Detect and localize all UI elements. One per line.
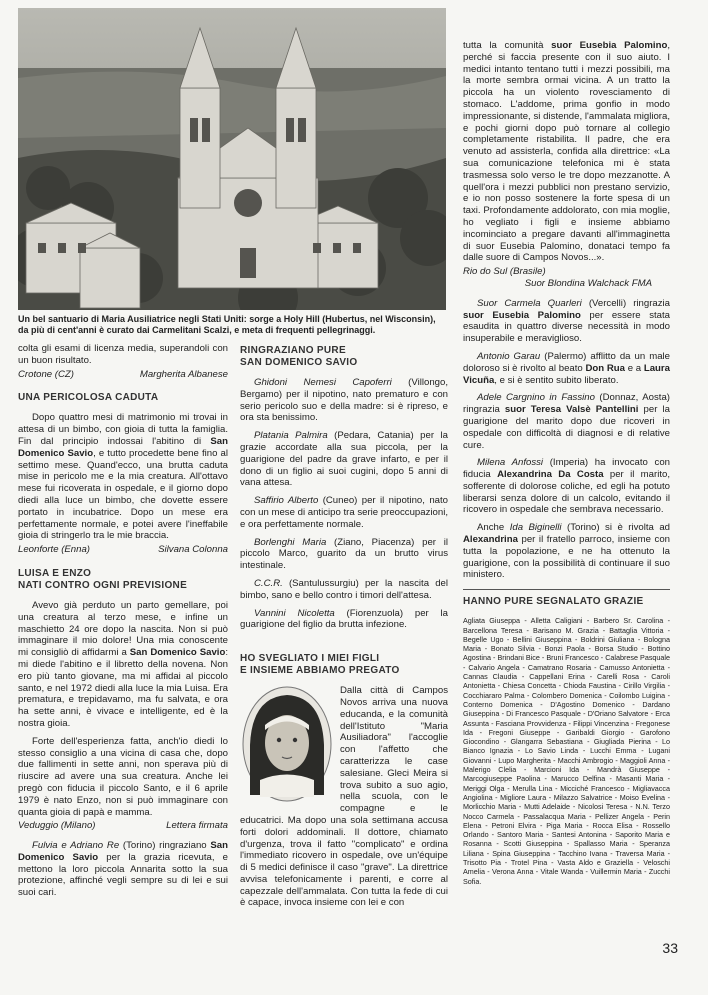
text-segment: per il marito, sofferente di dolorose coliche, ed egli ha potuto liberarsi senza dolore di un calcolo, evitando il ricovero in ospedale che sembrava necessario.	[463, 469, 670, 516]
names-list: Agliata Giuseppa - Alletta Caligiani - Barbero Sr. Carolina - Barcellona Teresa - Barisano M. Grazia - Battaglia Vittoria - Begelle Ugo - Bellini Giuseppina - Boldrini Giuliana - Bologna Maria - Bonato Silvia - Bonzi Paola - Borsa Studio - Bottino Agostina - Brindani Bice - Bruni Francesco - Calabrese Pasquale - Calvario Angela - Camatrano Rosaria - Camusso Antonietta - Cannas Claudia - Cappellani Erina - Carelli Rosa - Caroli Antonietta - Chiesa Concetta - Chioda Faustina - Cirillo Virgilia - Cocchiararo Palma - Colombero Domenica - Coilombo Luigina - Conterno Domenica - D'Agostino Domenico - Dardano Giuseppina - Di Francesco Pasquale - D'Oriano Salvatore - Erca Assunta - Fasciana Provvidenza - Filippi Vincenzina - Fregonese Ida - Fregoni Giuseppe - Garibaldi Giorgio - Garofono Giocondino - Glangarra Sebastiana - Giugliada Pierina - Lo Bianco Ignazia - Lo Savio Linda - Lucchi Emma - Lugani Giovanni - Lupo Margherita - Macchi Ambrogio - Maggioli Anna - Malerigo Clelia - Marcioni Ida - Mandrà Giuseppe - Marcogiuseppe Paolina - Marucco Delfina - Masanti Maria - Meriggi Olga - Merulla Lina - Micciché Francesco - Migliavacca Angiolina - Migliore Laura - Milazzo Salvatrice - Moiso Evelina - Morlicchio Maria - Mutti Adelaide - Nicolosi Teresa - N.N. Terzo Nocco Carmela - Passalacqua Maria - Pellizer Angela - Perin Elena - Petroni Elvira - Piga Maria - Rocca Elisa - Rossello Orlando - Santoro Maria - Santesi Antonina - Saporito Maria e Rosanna - Scotti Giuseppina - Spallasso Maria - Speranza Liliana - Spina Giuseppina - Tacchino Ivana - Traversa Maria - Trisotto Pia - Trotel Pina - Vasta Aldo e Graziella - Veloschi Amelia - Verona Anna - Vitale Wanda - Vuillermin Maria - Zucchi Sofia.	[463, 616, 670, 886]
text-segment: (Ziano, Piacenza) per il piccolo Marco, guarito da un brutto virus intestinale.	[240, 536, 448, 572]
text-segment: (Torino) ringraziano	[119, 840, 207, 852]
portrait-illustration	[240, 685, 334, 803]
column-left	[18, 343, 228, 905]
entry-borlenghi	[240, 537, 448, 572]
text-segment: Anche	[477, 522, 505, 534]
saint-name: San Domenico Savio	[129, 647, 226, 659]
person-name: Fulvia e Adriano Re	[32, 840, 120, 852]
person-name: Platania Palmira	[254, 430, 328, 442]
signature-name: Silvana Colonna	[158, 544, 228, 556]
text-segment: (Villongo, Bergamo) per il nipotino, nato prematuro e con serio pericolo suo e della madre: si è ripreso, e ora sta benissimo.	[240, 377, 448, 424]
person-name: Borlenghi Maria	[254, 536, 327, 548]
text-segment: e a	[624, 362, 642, 374]
person-name: Milena Anfossi	[477, 457, 544, 469]
signature-rio	[463, 266, 670, 290]
person-name: Ghidoni Nemesi Capoferri	[254, 377, 392, 388]
entry-platania	[240, 430, 448, 489]
heading-ringraziano: RINGRAZIANO PURE SAN DOMENICO SAVIO	[240, 345, 358, 368]
saint-name: San Domenico Savio	[18, 840, 228, 863]
saint-name: suor Eusebia Palomino	[463, 309, 581, 321]
text-segment: (Pedara, Catania) per la grazie accordate alla sua piccola, per la guarigione del padre da grave infarto, e per il dono di un figlio ai suoi cugini, dopo 5 anni di vana attesa.	[240, 430, 448, 489]
paragraph-gleci: Dalla città di Campos Novos arriva una nuova educanda, e la comunità dell'Istituto "Maria Ausiliadora" l'accoglie con l'affetto che caratterizza le case salesiane. Gleci Meira si trova subito a suo agio, nella scuola, con le compagne e le educatrici. Ma dopo una sola settimana accusa forti dolori addominali. Il dottore, chiamato d'urgenza, trova il fatto "complicato" e ordina l'immediato ricovero in ospedale, ove un'équipe di 5 medici definisce il caso "grave". La direttrice avvisa telefonicamente i parenti, e corre al capezzale dell'ammalata. Con tutta la fede di cui è capace, invoca insieme con lei e con	[240, 685, 448, 909]
person-name: Suor Carmela Quarleri	[477, 297, 582, 309]
person-name: Adele Cargnino in Fassino	[477, 392, 595, 404]
paragraph-ida	[463, 522, 670, 581]
text-segment: Dopo quattro mesi di matrimonio mi trovai in attesa di un bimbo, con gioia di tutta la famiglia. Fin dal principio indossai l'abitino di	[18, 412, 228, 447]
signature-name: Lettera firmata	[166, 820, 228, 832]
saint-name: San Domenico Savio	[18, 435, 228, 459]
person-name: C.C.R.	[254, 577, 283, 589]
text-segment: per essere stata esaudita in quattro diverse necessità in modo insuperabile e meraviglioso.	[463, 309, 670, 345]
text-segment: tutta la comunità	[463, 40, 544, 51]
nun-portrait	[240, 685, 334, 803]
section-divider	[463, 589, 670, 590]
signature-place: Rio do Sul (Brasile)	[463, 266, 546, 278]
paragraph-luisa-1	[18, 600, 228, 730]
saint-name: suor Teresa Valsè Pantellini	[504, 404, 639, 416]
column-middle	[240, 343, 448, 915]
paragraph-adele	[463, 392, 670, 451]
paragraph-fulvia	[18, 840, 228, 899]
paragraph-quarleri	[463, 298, 670, 345]
saint-name: Laura Vicuña	[463, 362, 670, 386]
paragraph-intro: colta gli esami di licenza media, superandoli con un buon risultato.	[18, 343, 228, 366]
text-segment: , perché si faccia presente con il suo aiuto. I medici intanto tentano tutti i mezzi possibili, ma la morte sembra ormai vicina. A un tratto la piccola ha un violento rovesciamento di stomaco. L'addome, prima gonfio in modo impressionante, si distende, l'ammalata migliora, e pochi giorni dopo può tornare al collegio completamente ristabilita. Il padre, che era venuto ad assisterla, confida alla direttrice: «La sua comunicazione telefonica mi è stata trasmessa solo verso le tre dopo mezzanotte. A quell'ora i mezzi pubblici non prestano servizio, e io non posso sostenere la forte spesa di un taxi. Profondamente addolorato, con mia moglie, ho vegliato i figli e insieme abbiamo incominciato a pregare davanti all'immaginetta di suor Eusebia Palomino, donataci tempo fa dalle suore di Campos Novos...».	[463, 40, 670, 264]
text-segment: : mi diede l'abitino e il libretto della novena. Non ero più tanto giovane, ma mi affidai al piccolo santo, e nel 1972 diedi alla luce la mia Luisa. Era prematura, e trepidavamo, ma fu salvata, e ora ha sette anni, è vivace e intelligente, ed è la nostra gioia.	[18, 647, 228, 729]
text-segment: per la guarigione del marito dopo due ricoveri in ospedale con difficoltà di diagnosi e di relative cure.	[463, 404, 670, 451]
paragraph-continuation	[463, 40, 670, 264]
signature-luisa	[18, 820, 228, 832]
person-name: Vannini Nicoletta	[254, 607, 335, 619]
text-segment: (Palermo) afflitto da un male doloroso si è rivolto al beato	[463, 350, 671, 374]
sanctuary-photo	[18, 8, 446, 310]
text-segment: Avevo già perduto un parto gemellare, poi una creatura al terzo mese, e infine un maschietto 24 ore dopo la nascita. Non si può immaginare il mio dolore! Una mia conoscente mi consigliò di affidarmi a	[18, 599, 228, 659]
entry-ghidoni	[240, 377, 448, 424]
entry-ccr	[240, 578, 448, 602]
text-segment: (Imperia) ha invocato con fiducia	[463, 457, 670, 481]
signature-name: Margherita Albanese	[139, 368, 228, 380]
person-name: Saffirio Alberto	[254, 495, 319, 507]
heading-pericolosa-caduta: UNA PERICOLOSA CADUTA	[18, 392, 159, 404]
signature-intro	[18, 369, 228, 381]
text-segment: per la grazia ricevuta, e mettono la loro piccola Annarita sotto la sua protezione, affinché vegli sempre su di lei e sui suoi cari.	[18, 851, 228, 899]
signature-place: Leonforte (Enna)	[18, 544, 90, 556]
entry-saffirio	[240, 495, 448, 530]
text-segment: , e si è sentito subito liberato.	[494, 374, 619, 386]
signature-place: Crotone (CZ)	[18, 368, 74, 380]
heading-luisa-enzo: LUISA E ENZO NATI CONTRO OGNI PREVISIONE	[18, 567, 188, 591]
signature-name: Suor Blondina Walchack FMA	[524, 277, 652, 289]
person-name: Antonio Garau	[477, 350, 541, 362]
paragraph-caduta	[18, 412, 228, 542]
entry-vannini	[240, 608, 448, 632]
text-segment: per il fratello parroco, insieme con tutta la popolazione, e ne ha ottenuto la guarigione, con la possibilità di continuare il suo ministero.	[463, 534, 670, 581]
person-name: Ida Biginelli	[509, 522, 562, 534]
paragraph-garau	[463, 351, 670, 386]
signature-caduta	[18, 544, 228, 556]
heading-svegliato: HO SVEGLIATO I MIEI FIGLI E INSIEME ABBIAMO PREGATO	[240, 653, 400, 677]
column-right	[463, 40, 670, 886]
text-segment: (Cuneo) per il nipotino, nato con un mese di anticipo tra serie preoccupazioni, e ora perfettamente normale.	[240, 495, 448, 530]
basilica-illustration	[18, 8, 446, 310]
text-segment: (Fiorenzuola) per la guarigione del figlio da brutta infezione.	[240, 607, 448, 631]
signature-place: Veduggio (Milano)	[18, 820, 96, 832]
page-number: 33	[662, 940, 678, 956]
saint-name: suor Eusebia Palomino	[551, 40, 668, 51]
saint-name: Don Rua	[585, 362, 625, 374]
paragraph-milena	[463, 457, 670, 516]
saint-name: Alexandrina Da Costa	[497, 469, 604, 481]
text-segment: (Santulussurgiu) per la nascita del bimbo, sano e bello contro i timori dell'attesa.	[240, 577, 448, 601]
heading-segnalato-grazie: HANNO PURE SEGNALATO GRAZIE	[463, 596, 644, 608]
saint-name: Alexandrina	[463, 534, 518, 546]
text-segment: , e tutto procedette bene fino al settimo mese. Quand'ecco, una brutta caduta mise in pericolo me e la mia creatura. All'ottavo mese fui ricoverata in ospedale, e il giorno dopo diedi alla luce un bimbo, che dovette essere portato in incubatrice. Dopo un mese era perfettamente normale, e potei avere l'ineffabile gioia di stringerlo tra le mie braccia.	[18, 447, 228, 542]
text-segment: (Vercelli) ringrazia	[581, 297, 670, 309]
text-segment: (Donnaz, Aosta) ringrazia	[463, 392, 670, 416]
text-segment: (Torino) si è rivolta ad	[561, 522, 671, 534]
paragraph-luisa-2: Forte dell'esperienza fatta, anch'io diedi lo stesso consiglio a una vicina di casa che, dopo due fallimenti in sette anni, non sperava più di riuscire ad avere una sua creatura. Anche lei pregò con fiducia il piccolo Santo, e il 6 aprile 1979 è nato Enzo, non si può immaginare con quanta gioia di papà e mamma.	[18, 735, 228, 818]
photo-caption: Un bel santuario di Maria Ausiliatrice negli Stati Uniti: sorge a Holy Hill (Hubertus, nel Wisconsin), da più di cent'anni è curato dai Carmelitani Scalzi, e meta di frequenti pellegrinaggi.	[18, 314, 436, 335]
